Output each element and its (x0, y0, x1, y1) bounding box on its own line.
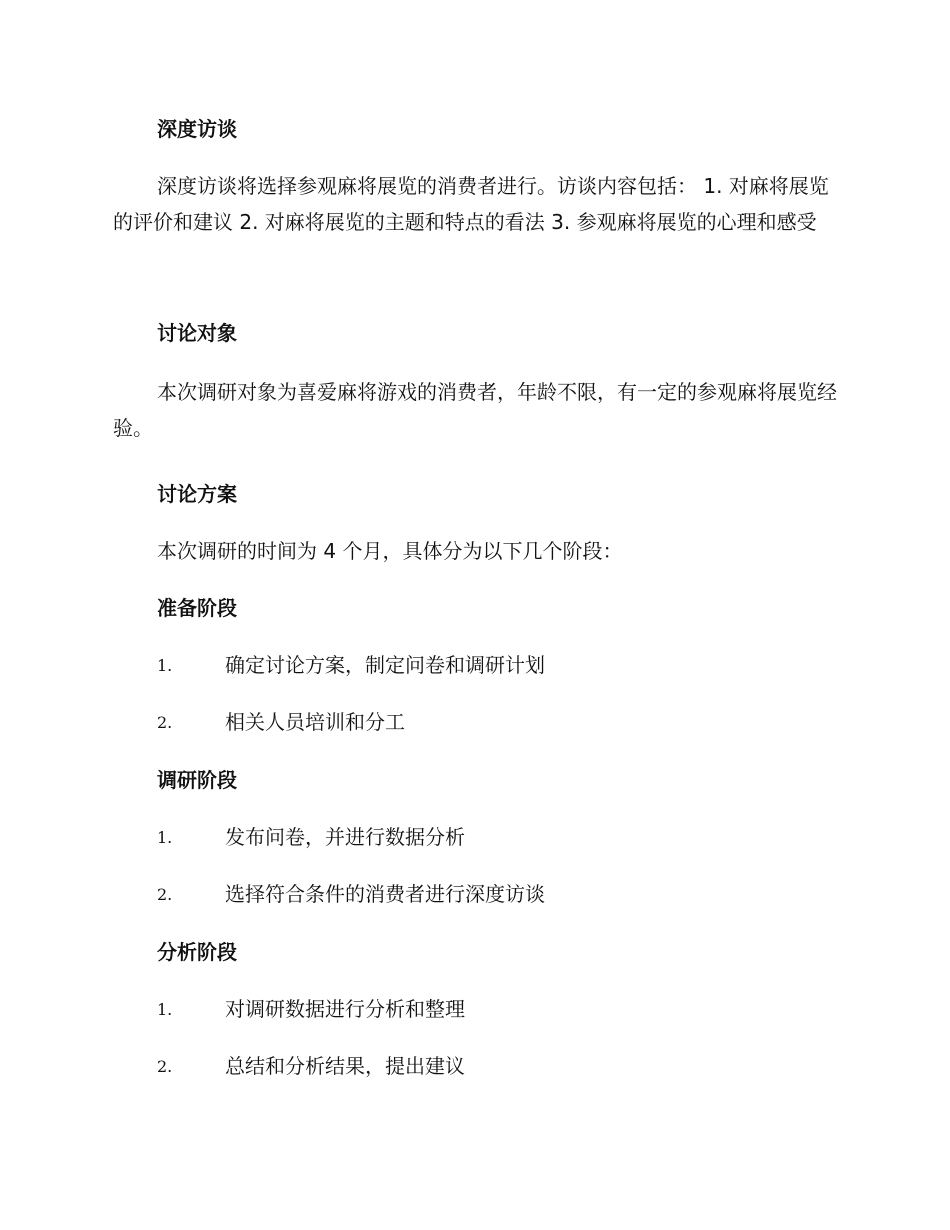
list-text: 确定讨论方案，制定问卷和调研计划 (225, 653, 545, 677)
list-text: 选择符合条件的消费者进行深度访谈 (225, 882, 545, 906)
section-body-subjects (113, 374, 843, 446)
stage-title-research: 调研阶段 (157, 768, 237, 792)
list-number: 2. (157, 885, 173, 904)
list-item (157, 995, 857, 1023)
list-text: 相关人员培训和分工 (225, 710, 405, 734)
list-item (157, 880, 857, 908)
section-body-subjects-text: 本次调研对象为喜爱麻将游戏的消费者，年龄不限，有一定的参观麻将展览经验。 (113, 380, 837, 440)
list-item (157, 1052, 857, 1080)
list-number: 1. (157, 656, 173, 675)
list-number: 2. (157, 1057, 173, 1076)
section-heading-interview: 深度访谈 (157, 117, 237, 141)
list-number: 2. (157, 713, 173, 732)
section-heading-subjects: 讨论对象 (157, 321, 237, 345)
list-text: 总结和分析结果，提出建议 (225, 1054, 465, 1078)
section-body-plan: 本次调研的时间为 4 个月，具体分为以下几个阶段： (157, 539, 623, 563)
section-heading-plan: 讨论方案 (157, 482, 237, 506)
list-text: 对调研数据进行分析和整理 (225, 997, 465, 1021)
section-body-interview-text: 深度访谈将选择参观麻将展览的消费者进行。访谈内容包括： 1. 对麻将展览的评价和建议 2. 对麻将展览的主题和特点的看法 3. 参观麻将展览的心理和感受 (113, 174, 829, 234)
list-item (157, 823, 857, 851)
stage-title-analysis: 分析阶段 (157, 940, 237, 964)
stage-title-prepare: 准备阶段 (157, 596, 237, 620)
list-item (157, 651, 857, 679)
list-item (157, 708, 857, 736)
list-number: 1. (157, 1000, 173, 1019)
list-number: 1. (157, 828, 173, 847)
section-body-interview (113, 168, 843, 240)
list-text: 发布问卷，并进行数据分析 (225, 825, 465, 849)
